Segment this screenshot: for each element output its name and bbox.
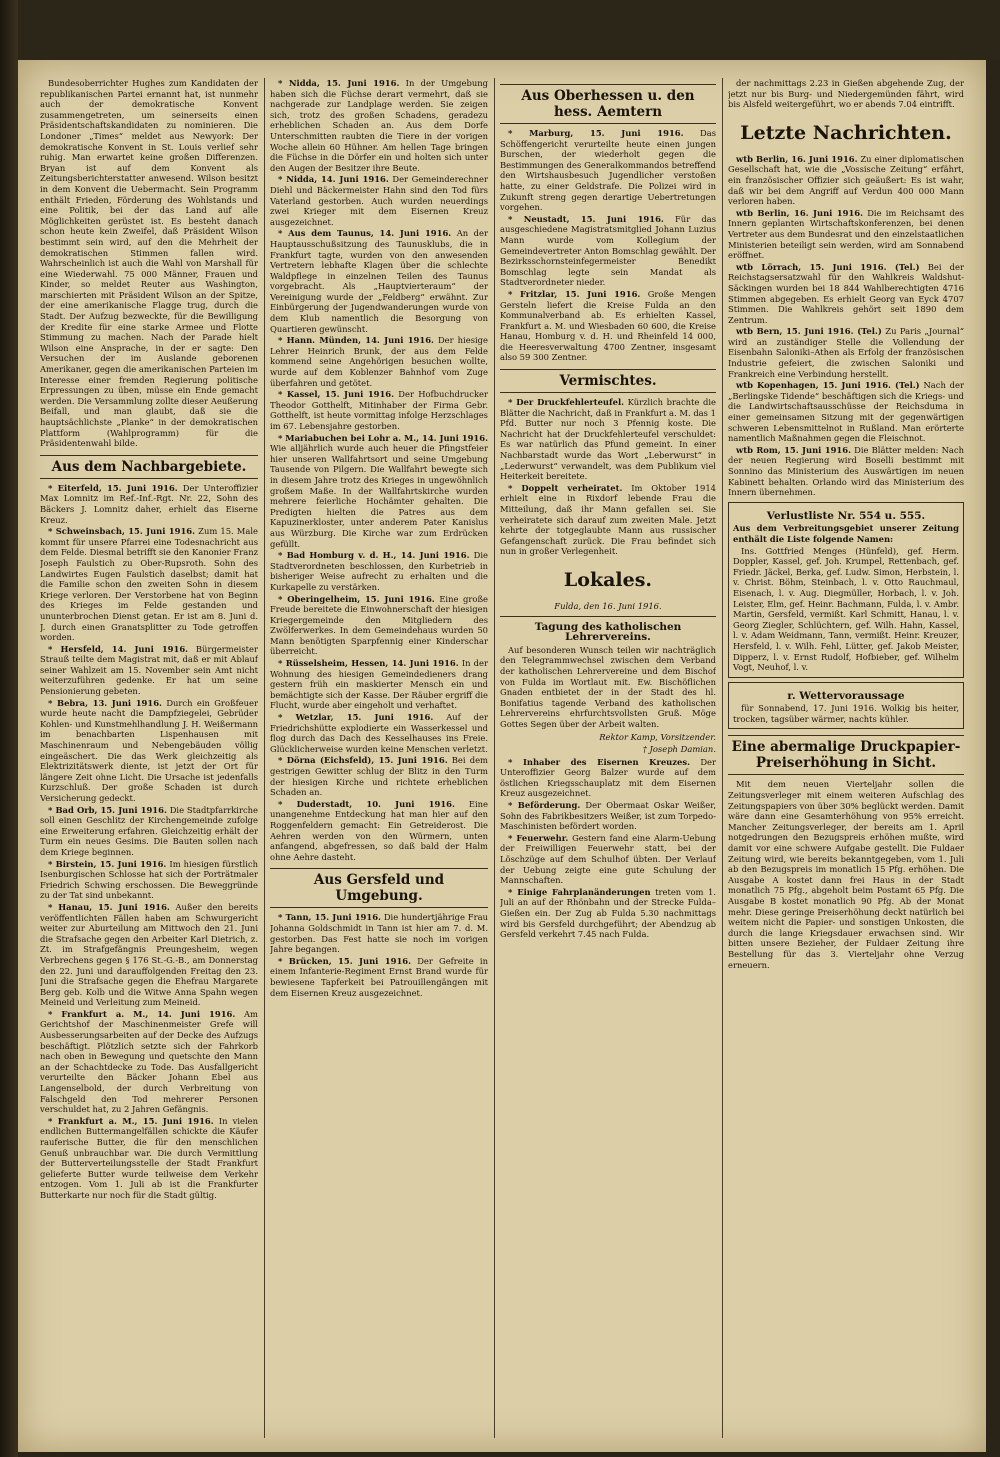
news-item [270, 550, 488, 592]
section-heading-nachbargebiete: Aus dem Nachbargebiete. [40, 455, 258, 479]
news-item [40, 1116, 258, 1201]
news-item-text: Für das ausgeschiedene Magistratsmitglied Johann Luzius Mann wurde vom Kollegium der Gemeindevertreter Anton Bomschlag gewählt. Der Bezirksschornsteinfegermeister Benedikt Bomschlag legte sein Mandat als Stadtverordneter nieder. [500, 213, 716, 288]
news-item-location: * Aus dem Taunus, 14. Juni 1916. [278, 228, 452, 239]
news-item [500, 833, 716, 886]
news-items [40, 483, 258, 1201]
news-item [500, 800, 716, 832]
newspaper-page [18, 60, 986, 1452]
news-item-location: * Brücken, 15. Juni 1916. [278, 955, 412, 966]
news-item [270, 755, 488, 797]
news-item-location: * Nidda, 14. Juni 1916. [278, 174, 389, 185]
box-heading: Verlustliste Nr. 554 u. 555. [766, 509, 926, 522]
box-text: Ins. Gottfried Menges (Hünfeld), gef. Herm. Doppler, Kassel, gef. Joh. Krumpel, Rettenbach, gef. Friedr. Jäckel, Berka, gef. Ludw. Simon, Herbstein, l. v. Christ. Böhm, Steinbach, l. v. Otto Rauchmaul, Eisenach, l. v. Aug. Diegmüller, Horbach, l. v. Joh. Leister, Elm, gef. Heinr. Bachmann, Fulda, l. v. Ambr. Martin, Gersfeld, vermißt. Karl Schmitt, Hanau, l. v. Georg Ziegler, Schlüchtern, gef. Wilh. Hahn, Kassel, l. v. Adam Weidmann, Tann, vermißt. Heinr. Kreuzer, Hersfeld, l. v. Wilh. Fehl, Lütter, gef. Jakob Meister, Dipperz, l. v. Ernst Rudolf, Hofbieber, gef. Wilhelm Vogt, Neuhof, l. v. [733, 545, 959, 673]
news-item [270, 389, 488, 431]
section-heading-druckpapier: Eine abermalige Druckpapier-Preiserhöhung in Sicht. [728, 735, 964, 775]
news-item [500, 483, 716, 557]
article-text: Auf besonderen Wunsch teilen wir nachträglich den Telegrammwechsel zwischen dem Verband der katholischen Lehrervereine und dem Bischof von Fulda im Wortlaut mit. Ew. Bischöflichen Gnaden entbietet der in der Stadt des hl. Bonifatius tagende Verband des katholischen Lehrervereins ehrfurchtsvollsten Gruß. Möge Gottes Segen über der Arbeit walten. [500, 644, 716, 729]
subheading: Tagung des katholischen Lehrervereins. [534, 620, 682, 644]
news-item-text: An der Hauptausschußsitzung des Taunusklubs, die in Frankfurt tagte, wurden von den anwesenden Vertretern lebhafte Klagen über die schlechte Waldpflege in einzelnen Teilen des Taunus vorgebracht. Als „Hauptvierteraum“ der Vereinigung wurde der „Feldberg“ erwähnt. Zur Einbürgerung der Jugendwanderungen wurde von dem Klub namentlich die Besorgung von Quartieren gewünscht. [270, 228, 488, 334]
news-items [728, 154, 964, 498]
news-item-text: Der Gefreite in einem Infanterie-Regiment Ernst Brand wurde für bewiesene Tapferkeit bei Patrouillengängen mit dem Eisernen Kreuz ausgezeichnet. [270, 955, 488, 998]
news-item-location: wtb Berlin, 16. Juni 1916. [736, 207, 864, 218]
news-item-text: Nach der „Berlingske Tidende“ beschäftigen sich die Kriegs- und die Landwirtschaftsausschüsse der Reichsduma in einer gemeinsamen Sitzung mit der gegenwärtigen schweren Lebensmittelnot in Rußland. Man erörterte namentlich Maßnahmen gegen die Fleischnot. [728, 380, 964, 444]
news-item-location: wtb Rom, 15. Juni 1916. [736, 444, 851, 455]
news-item [728, 326, 964, 379]
news-items [500, 128, 716, 363]
article-text: Mit dem neuen Vierteljahr sollen die Zeitungsverleger mit einem weiteren Aufschlag des Zeitungspapiers von über 30% beglückt werden. Damit wäre dann eine Gesamterhöhung von 95% erreicht. Mancher Zeitungsverleger, der bereits am 1. April notgedrungen den Bezugspreis erhöhen mußte, wird damit vor eine schwere Aufgabe gestellt. Die Fuldaer Zeitung wird, wie bereits bekanntgegeben, vom 1. Juli ab den Bezugspreis im monatlich 15 Pfg. erhöhen. Die Ausgabe A kostet dann frei Haus in der Stadt monatlich 75 Pfg., abgeholt beim Postamt 65 Pfg. Die Ausgabe B kostet monatlich 90 Pfg. Ab der Monat mehr. Diese geringe Preiserhöhung deckt natürlich bei weitem nicht die Papier- und sonstigen Unkosten, die durch die lange Kriegsdauer erwachsen sind. Wir bitten unsere Bezieher, der Fuldaer Zeitung ihre Bestellung für das 3. Vierteljahr ohne Verzug erneuern. [728, 779, 964, 970]
news-item [728, 154, 964, 207]
news-item-location: * Dörna (Eichsfeld), 15. Juni 1916. [278, 755, 448, 766]
news-item [500, 887, 716, 940]
news-item-text: Große Mengen Gersteln liefert die Kreise Fulda an den Kommunalverband ab. Es erhielten Kassel, Frankfurt a. M. und Wiesbaden 60 600, die Kreise Hanau, Homburg v. d. H. und Rheinfeld 14 000, die Heeresverwaltung 4700 Zentner, insgesamt also 59 300 Zentner. [500, 288, 716, 363]
column-rule [722, 78, 723, 1438]
news-item-location: * Frankfurt a. M., 14. Juni 1916. [48, 1008, 236, 1019]
news-item-location: * Kassel, 15. Juni 1916. [278, 389, 395, 400]
news-item-text: Die Stadtpfarrkirche soll einen Geschlitz der Kirchengemeinde zufolge eine Erweiterung erfahren. Gleichzeitig erhält der Turm ein neues Gesims. Die Bauten sollen nach dem Kriege beginnen. [40, 804, 258, 857]
news-item [270, 174, 488, 227]
news-item-location: * Fritzlar, 15. Juni 1916. [508, 288, 641, 299]
column-rule [494, 78, 495, 1438]
news-item-text: Der hiesige Lehrer Heinrich Brunk, der aus dem Felde kommend seine Angehörigen besuchen wollte, wurde auf dem Koblenzer Bahnhof vom Zuge überfahren und getötet. [270, 335, 488, 388]
news-item [40, 859, 258, 901]
box-intro: Aus dem Verbreitungsgebiet unserer Zeitung enthält die Liste folgende Namen: [733, 523, 959, 544]
news-items [270, 912, 488, 998]
news-item-text: Zu Paris „Journal“ wird an zuständiger Stelle die Vollendung der Eisenbahn Saloniki–Athen als Erfolg der französischen Industrie gefeiert, die zwischen Saloniki und Frankreich eine Verbindung herstellt. [728, 326, 964, 379]
news-item [270, 228, 488, 334]
news-item-location: * Feuerwehr. [508, 832, 569, 843]
section-heading-letzte-nachrichten: Letzte Nachrichten. [740, 121, 952, 144]
article-top-text: Bundesoberrichter Hughes zum Kandidaten der republikanischen Partei ernannt hat, ist nunmehr auch der demokratische Konvent zusammengetreten, um seinerseits einen Präsidentschaftskandidaten zu nominieren. Die Londoner „Times“ meldet aus Newyork: Der demokratische Konvent in St. Louis verlief sehr ruhig. Man erwartet keine großen Differenzen. Bryan ist auf dem Konvent als Zeitungsberichterstatter anwesend. Wilson besitzt in dem Konvent die Uebermacht. Sein Programm enthält Frieden, Förderung des Wohlstands und eine Politik, bei der das Land auf alle Möglichkeiten gerüstet ist. Es besteht danach schon heute kein Zweifel, daß Präsident Wilson bestimmt sein wird, auf den die Mehrheit der demokratischen Stimmen fallen wird. Wahrscheinlich ist auch die Wahl von Marshall für eine Wiederwahl. 75 000 Männer, Frauen und Kinder, so meldet Reuter aus Washington, marschierten mit Präsident Wilson an der Spitze, der eine amerikanische Flagge trug, durch die Stadt. Der Aufzug bezweckte, für die Bewilligung der Kredite für eine starke Armee und Flotte Stimmung zu machen. Nach der Parade hielt Wilson eine Ansprache, in der er sagte: Den Versuchen der im Auslande geborenen Amerikaner, gegen die amerikanischen Parteien im Interesse einer fremden Regierung politische Erpressungen zu üben, müsse ein Ende gemacht werden. Die Versammlung zollte dieser Aeußerung Beifall, und man glaubt, daß sie die hauptsächlichste „Planke“ in der demokratischen Plattform (Wahlprogramm) für die Präsidentenwahl bilde. [40, 78, 258, 449]
news-items [500, 397, 716, 557]
news-item-location: * Frankfurt a. M., 15. Juni 1916. [48, 1115, 214, 1126]
news-item [270, 658, 488, 711]
news-item-location: * Nidda, 15. Juni 1916. [278, 78, 400, 88]
news-item-text: Die hundertjährige Frau Johanna Goldschmidt in Tann ist hier am 7. d. M. gestorben. Das Fest hatte sie noch im vorigen Jahre begangen. [270, 912, 488, 955]
column-rule [264, 78, 265, 1438]
news-item [270, 78, 488, 173]
news-item-text: Zu einer diplomatischen Gesellschaft hat, wie die „Vossische Zeitung“ erfährt, ein französischer Offizier sich geäußert: Es ist wahr, daß wir bei dem Angriff auf Verdun 400 000 Mann verloren haben. [728, 153, 964, 207]
weather-box [728, 682, 964, 730]
section-heading-vermischtes: Vermischtes. [500, 369, 716, 393]
news-item-location: * Schweinsbach, 15. Juni 1916. [48, 526, 196, 537]
column-1 [40, 78, 258, 1438]
news-item-text: Der Unteroffizier Max Lomnitz im Ref.-Inf.-Rgt. Nr. 22, Sohn des Bäckers J. Lomnitz daher, erhielt das Eiserne Kreuz. [40, 482, 258, 525]
dateline: Fulda, den 16. Juni 1916. [554, 600, 662, 611]
news-item [270, 799, 488, 863]
news-item [270, 956, 488, 998]
news-item [40, 526, 258, 643]
news-item [40, 698, 258, 804]
news-item-location: wtb Bern, 15. Juni 1916. (Tel.) [736, 326, 882, 337]
news-item-location: * Der Druckfehlerteufel. [508, 397, 625, 408]
news-item-text: Wie alljährlich wurde auch heuer die Pfingstfeier hier unseren Wallfahrtsort und seine Umgebung Tausende von Pilgern. Die Wallfahrt bewegte sich in diesem Jahre trotz des Krieges in ungewöhnlich großem Maße. In der Wallfahrtskirche wurden mehrere feierliche Hochämter gehalten. Die Predigten hielten die Patres aus dem Kapuzinerkloster, unter anderem Pater Kanislus aus Würzburg. Die Kirche war zum Erdrücken gefüllt. [270, 443, 488, 549]
news-item-text: Im hiesigen fürstlich Isenburgischen Schlosse hat sich der Porträtmaler Friedrich Schwing erschossen. Die Beweggründe zu der Tat sind unbekannt. [40, 858, 258, 901]
news-item [270, 912, 488, 954]
news-item [270, 433, 488, 550]
news-item-location: * Duderstadt, 10. Juni 1916. [278, 798, 455, 809]
news-item-text: Im Oktober 1914 erhielt eine in Rixdorf lebende Frau die Mitteilung, daß ihr Mann gefallen sei. Sie verheiratete sich darauf zum zweiten Male. Jetzt kehrte der totgeglaubte Mann aus russischer Gefangenschaft zurück. Die Frau befindet sich nun in großer Verlegenheit. [500, 482, 716, 557]
news-item [40, 805, 258, 858]
news-item-location: * Hanau, 15. Juni 1916. [48, 901, 170, 912]
news-item-location: * Wetzlar, 15. Juni 1916. [278, 712, 434, 723]
news-item-location: * Bad Homburg v. d. H., 14. Juni 1916. [278, 550, 470, 561]
news-item-text: Eine unangenehme Entdeckung hat man hier auf den Roggenfeldern gemacht: Ein Getreiderost. Die Aehren werden von den Würmern, unten anfangend, abgefressen, so daß bald der Halm ohne Aehre dasteht. [270, 798, 488, 862]
news-item [728, 262, 964, 326]
news-item [270, 712, 488, 754]
section-heading-lokales: Lokales. [563, 568, 653, 591]
news-item-text: In der Umgebung haben sich die Füchse derart vermehrt, daß sie nachgerade zur Landplage werden. Sie zeigen sich, trotz des großen Schadens, geradezu erheblichen Schaden an. Aus dem Dorfe Unterschmitten raubten die Tiere in der vorigen Woche allein 60 Hühner. Am hellen Tage bringen die Füchse in die Dörfer ein und holten sich unter den Augen der Besitzer ihre Beute. [270, 78, 488, 173]
news-item [40, 902, 258, 1008]
news-item-text: Bei dem gestrigen Gewitter schlug der Blitz in den Turm der hiesigen Kirche und richtete erheblichen Schaden an. [270, 755, 488, 798]
news-item [270, 594, 488, 658]
news-item-location: * Bebra, 13. Juni 1916. [48, 697, 162, 708]
news-item [500, 214, 716, 288]
news-item-text: Auf der Friedrichshütte explodierte ein Wasserkessel und flog durch das Dach des Kesselhauses ins Freie. Glücklicherweise wurden keine Menschen verletzt. [270, 712, 488, 754]
news-item-location: * Rüsselsheim, Hessen, 14. Juni 1916. [278, 658, 459, 669]
news-item-text: Durch ein Großfeuer wurde heute nacht die Dampfziegelei, Gebrüder Kohlen- und Kunstmehlhandlung J. H. Weißermann im benachbarten Lispenhausen mit Maschinenraum und Nebengebäuden völlig eingeäschert. Die das Werk gleichzeitig als Elektrizitätswerk diente, ist jetzt der Ort für längere Zeit ohne Licht. Die Ursache ist jedenfalls Kurzschluß. Der große Schaden ist durch Versicherung gedeckt. [40, 697, 258, 803]
signature-line: Rektor Kamp, Vorsitzender. [599, 731, 716, 742]
section-heading-oberhessen: Aus Oberhessen u. den hess. Aemtern [500, 84, 716, 124]
news-item-text: Die Blätter melden: Nach der neuen Regierung wird Boselli bestimmt mit Sonnino das Ministerium des Auswärtigen im neuen Kabinett behalten. Orlando wird das Ministerium des Innern übernehmen. [728, 444, 964, 498]
article-top-text: der nachmittags 2.23 in Gießen abgehende Zug, der jetzt nur bis Burg- und Niedergemünden fährt, wird bis Alsfeld weitergeführt, wo er abends 7.04 eintrifft. [728, 78, 964, 110]
news-item-text: Die Stadtverordneten beschlossen, den Kurbetrieb in bisheriger Weise aufrecht zu erhalten und die Kurkapelle zu verstärken. [270, 550, 488, 592]
casualty-list-box [728, 502, 964, 678]
news-item-text: In vielen endlichen Buttermangelfällen schickte die Käufer rauferische Butter, die für den menschlichen Genuß unbrauchbar war. Die durch Vermittlung der Butterverteilungsstelle der Stadt Frankfurt gelieferte Butter wurde teilweise dem Verkehr entzogen. Vom 1. Juli ab ist die Frankfurter Butterkarte nur noch für die Stadt gültig. [40, 1115, 258, 1200]
signature-line: † Joseph Damian. [642, 744, 716, 755]
news-item [40, 483, 258, 525]
news-item [728, 208, 964, 261]
news-item-location: * Hann. Münden, 14. Juni 1916. [278, 335, 434, 346]
news-item-text: In der Wohnung des hiesigen Gemeindedieners drang gestern früh ein maskierter Mensch ein und bemächtigte sich der Kasse. Der Räuber ergriff die Flucht, wurde aber eingeholt und verhaftet. [270, 658, 488, 711]
weather-text: für Sonnabend, 17. Juni 1916. Wolkig bis heiter, trocken, tagsüber wärmer, nachts kühler. [733, 703, 959, 724]
news-item-text: Kürzlich brachte die Blätter die Nachricht, daß in Frankfurt a. M. das 1 Pfd. Butter nur noch 3 Pfennig koste. Die Nachricht hat der Druckfehlerteufel verschuldet: Es war natürlich das Pfund gemeint. In einer Nachbarstadt wurde das Wort „Leberwurst“ in „Lederwurst“ verwandelt, was dem Publikum viel Heiterkeit bereitete. [500, 397, 716, 482]
news-item-location: * Mariabuchen bei Lohr a. M., 14. Juni 1916. [278, 432, 488, 443]
news-item-text: Bei der Reichstagsersatzwahl für den Wahlkreis Waldshut-Säckingen wurden bei 18 844 Wahlberechtigten 4716 Stimmen abgegeben. Es erhielt Georg van Eyck 4707 Stimmen. Die Wahlkreis gehört seit 1890 dem Zentrum. [728, 261, 964, 325]
news-item [500, 397, 716, 482]
news-item-text: Der Gemeinderechner Diehl und Bäckermeister Hahn sind den Tod fürs Vaterland gestorben. Auch wurden neuerdings zwei Krieger mit dem Eisernen Kreuz ausgezeichnet. [270, 174, 488, 227]
news-item-location: wtb Lörrach, 15. Juni 1916. (Tel.) [736, 261, 920, 272]
news-item-text: Außer den bereits veröffentlichten Fällen haben am Schwurgericht weiter zur Aburteilung am Mittwoch den 21. Juni die Strafsache gegen den Arbeiter Karl Dietrich, z. Zt. im Strafgefängnis Preungesheim, wegen Verbrechens gegen § 176 St.-G.-B., am Donnerstag den 22. Juni und darauffolgenden Freitag den 23. Juni die Strafsache gegen die Ehefrau Margarete Berg geb. Kolb und die Witwe Anna Spahn wegen Meineid und Verleitung zum Meineid. [40, 901, 258, 1008]
news-items [500, 757, 716, 940]
news-item [40, 1009, 258, 1115]
scan-background [18, 0, 1000, 60]
news-item-text: treten vom 1. Juli an auf der Rhönbahn und der Strecke Fulda–Gießen ein. Der Zug ab Fulda 5.30 nachmittags wird bis Gersfeld durchgeführt; der Abendzug ab Gersfeld verkehrt 7.45 nach Fulda. [500, 886, 716, 940]
news-item-location: * Inhaber des Eisernen Kreuzes. [508, 756, 690, 767]
divider [500, 616, 716, 617]
weather-heading: r. Wettervoraussage [787, 689, 905, 702]
news-item [728, 445, 964, 498]
news-item-location: * Tann, 15. Juni 1916. [278, 912, 381, 923]
news-item [270, 335, 488, 388]
news-item [500, 757, 716, 799]
column-4 [728, 78, 964, 1438]
news-item-location: * Eiterfeld, 15. Juni 1916. [48, 482, 178, 493]
news-item-text: Am Gerichtshof der Maschinenmeister Grefe will Ausbesserungsarbeiten auf der Decke des Aufzugs beschäftigt. Plötzlich setzte sich der Fahrkorb nach oben in Bewegung und quetschte den Mann an der Schachtdecke zu Tode. Das Ausfallgericht verurteilte den Bäcker Johann Ebel aus Langenselbold, der durch Verbreitung von Falschgeld den Tod mehrerer Personen verschuldet hat, zu 2 Jahren Gefängnis. [40, 1008, 258, 1115]
news-items [270, 78, 488, 862]
news-item-text: Das Schöffengericht verurteilte heute einen jungen Burschen, der wiederholt gegen die Bestimmungen des Generalkommandos betreffend den Wirtshausbesuch Jugendlicher verstoßen hatte, zu einer Geldstrafe. Die Polizei wird in Zukunft streng gegen derartige Uebertretungen vorgehen. [500, 128, 716, 213]
news-item-text: Gestern fand eine Alarm-Uebung der Freiwilligen Feuerwehr statt, bei der Löschzüge auf dem Schulhof übten. Der Verlauf der Uebung zeigte eine gute Schulung der Mannschaften. [500, 832, 716, 886]
news-item-text: Eine große Freude bereitete die Einwohnerschaft der hiesigen Kriegergemeinde den Mitgliedern des Zwölferwerkes. In dem Gemeindehaus wurden 50 Mann benötigten Sparpfennig einer Kinderschar überreicht. [270, 593, 488, 657]
book-spine [0, 0, 18, 1457]
news-item [728, 380, 964, 444]
news-item [40, 644, 258, 697]
news-item-text: Der Unteroffizier Georg Balzer wurde auf dem östlichen Kriegsschauplatz mit dem Eisernen Kreuz ausgezeichnet. [500, 756, 716, 799]
news-item-location: * Oberingelheim, 15. Juni 1916. [278, 593, 435, 604]
news-item-location: * Neustadt, 15. Juni 1916. [508, 213, 664, 224]
news-item-location: * Einige Fahrplanänderungen [508, 886, 651, 897]
news-item [500, 289, 716, 363]
news-item-text: Bürgermeister Strauß teilte dem Magistrat mit, daß er mit Ablauf seiner Wahlzeit am 15. November sein Amt nicht weiterzuführen gedenke. Er hat um seine Pensionierung gebeten. [40, 643, 258, 697]
news-item-location: wtb Kopenhagen, 15. Juni 1916. (Tel.) [736, 380, 920, 391]
news-item-location: * Hersfeld, 14. Juni 1916. [48, 643, 189, 654]
column-2 [270, 78, 488, 1438]
news-item-text: Zum 15. Male kommt für unsere Pfarrei eine Todesnachricht aus dem Felde. Diesmal betrifft sie den Kanonier Franz Joseph Faulstich zu Ober-Rupsroth. Sohn des Landwirtes Eugen Faulstich daselbst; damit hat die Familie schon den zweiten Sohn in diesem Kriege verloren. Der Verstorbene hat von Beginn des Krieges im Felde gestanden und ununterbrochen Dienst getan. Er ist am 8. Juni d. J. durch einen Granatsplitter zu Tode getroffen worden. [40, 526, 258, 643]
news-item-location: wtb Berlin, 16. Juni 1916. [736, 153, 858, 164]
section-heading-gersfeld: Aus Gersfeld und Umgebung. [270, 868, 488, 908]
news-item-location: * Birstein, 15. Juni 1916. [48, 858, 167, 869]
news-item-location: * Marburg, 15. Juni 1916. [508, 128, 684, 138]
column-3 [500, 78, 716, 1438]
news-item [500, 128, 716, 213]
news-item-location: * Doppelt verheiratet. [508, 482, 623, 493]
news-item-location: * Bad Orb, 15. Juni 1916. [48, 804, 167, 815]
news-item-text: Die im Reichsamt des Innern geplanten Wirtschaftskonferenzen, bei denen Vertreter aus dem Bundesrat und den einzelstaatlichen Ministerien beteiligt sein werden, wird am Sonnabend eröffnet. [728, 207, 964, 261]
news-item-text: Der Obermaat Oskar Weißer, Sohn des Fabrikbesitzers Weißer, ist zum Torpedo-Maschinisten befördert worden. [500, 800, 716, 832]
news-item-text: Der Hofbuchdrucker Theodor Gotthelft, Mitinhaber der Firma Gebr. Gotthelft, ist heute vormittag infolge Herzschlages im 67. Lebensjahre gestorben. [270, 389, 488, 431]
news-item-location: * Beförderung. [508, 800, 581, 811]
